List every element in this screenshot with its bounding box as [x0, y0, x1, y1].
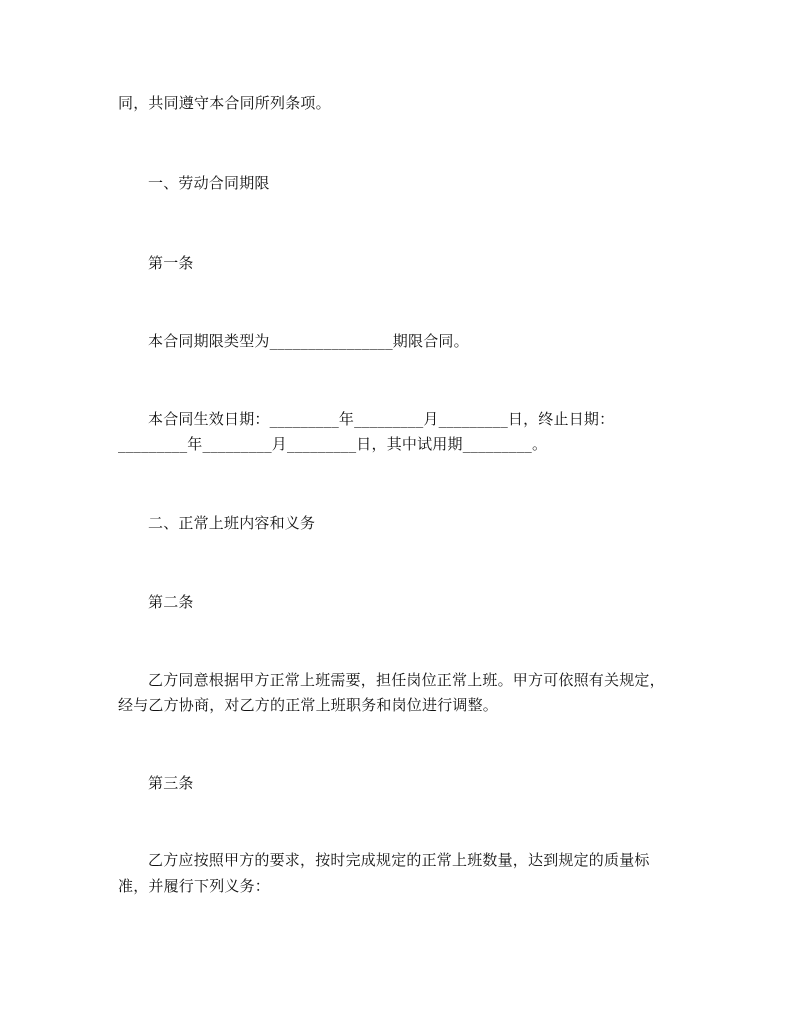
article-heading-2: 第二条	[148, 593, 194, 611]
termination-date-line: _________年_________月_________日，其中试用期_________。	[118, 435, 548, 453]
section-heading-work-duties: 二、正常上班内容和义务	[148, 514, 316, 532]
paragraph-continuation: 同，共同遵守本合同所列条项。	[118, 94, 331, 112]
article-3-text-line-2: 准，并履行下列义务：	[118, 877, 271, 895]
contract-term-type-line: 本合同期限类型为________________期限合同。	[148, 332, 469, 350]
article-2-text-line-1: 乙方同意根据甲方正常上班需要，担任岗位正常上班。甲方可依照有关规定，	[148, 671, 665, 689]
article-2-text-line-2: 经与乙方协商，对乙方的正常上班职务和岗位进行调整。	[118, 696, 499, 714]
article-3-text-line-1: 乙方应按照甲方的要求，按时完成规定的正常上班数量，达到规定的质量标	[148, 851, 650, 869]
article-heading-3: 第三条	[148, 774, 194, 792]
effective-date-line: 本合同生效日期：_________年_________月_________日，终止日期：	[148, 410, 615, 428]
article-heading-1: 第一条	[148, 254, 194, 272]
section-heading-contract-term: 一、劳动合同期限	[148, 174, 270, 192]
